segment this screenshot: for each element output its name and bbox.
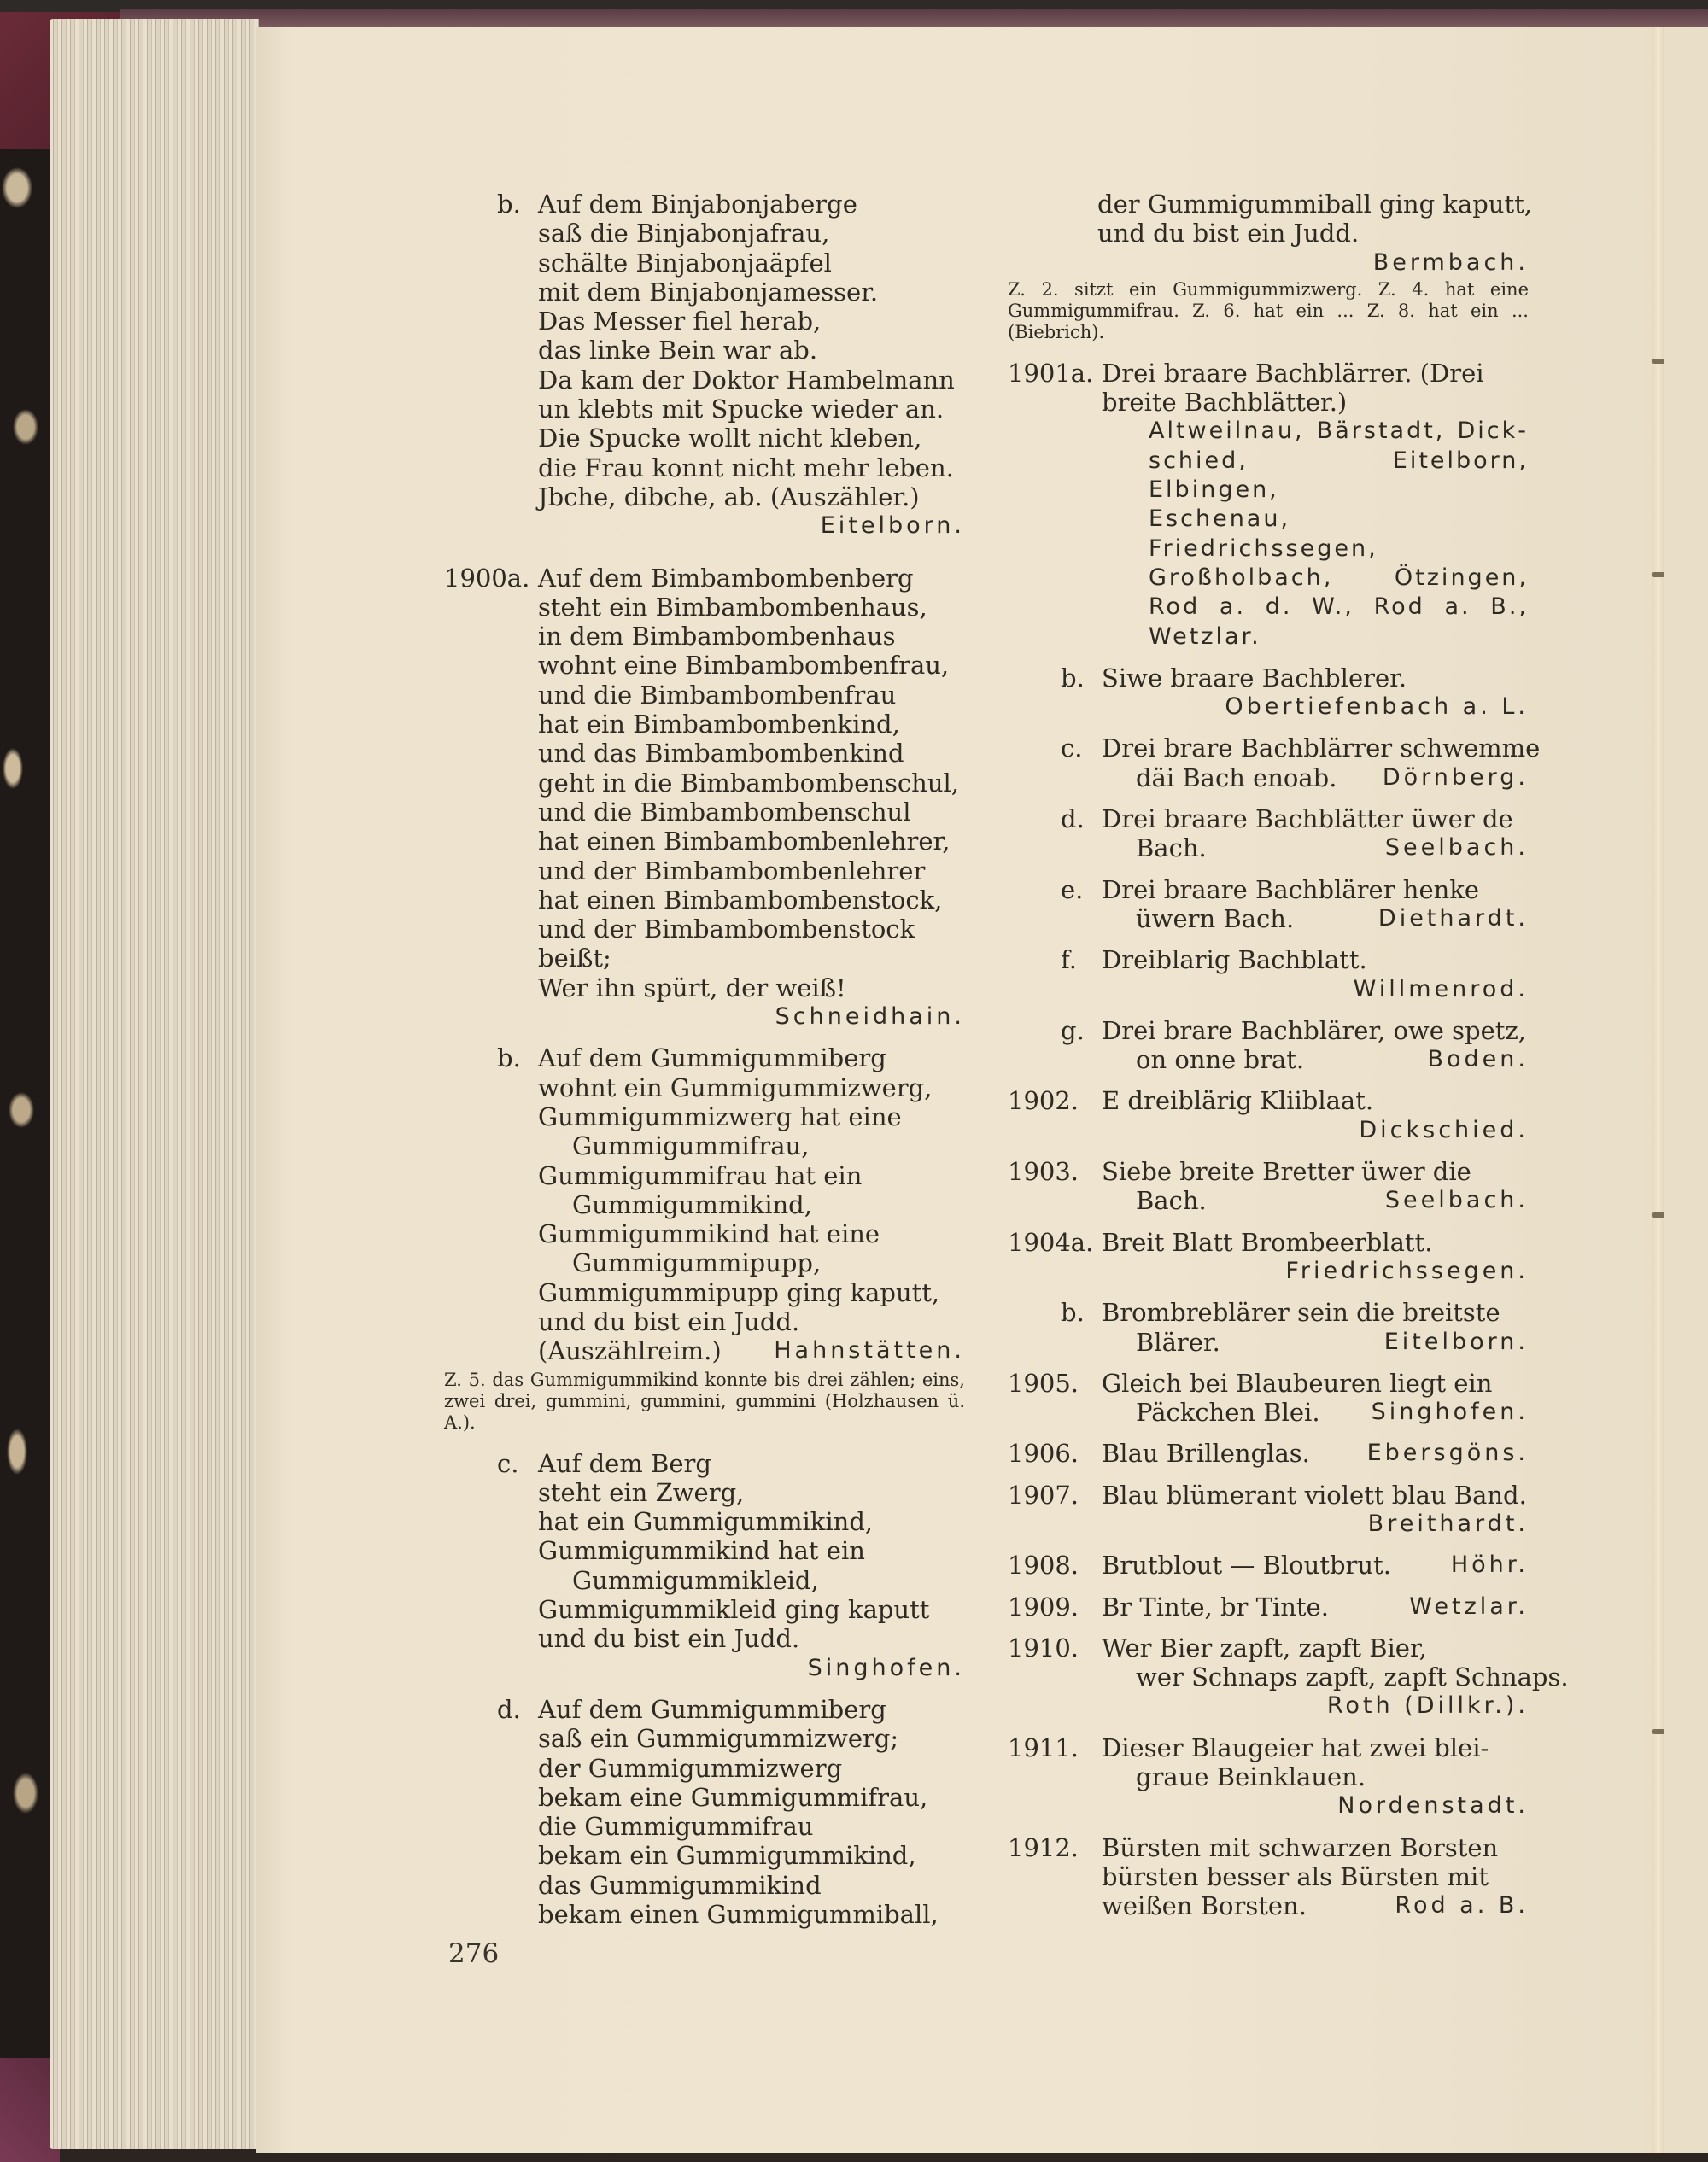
- verse-line: [1008, 1833, 1529, 1862]
- verse-text: Blärer.: [1136, 1327, 1220, 1357]
- entry-item: [1008, 663, 1529, 722]
- verse-text: graue Beinklauen.: [1136, 1762, 1366, 1792]
- place-name: Breithardt.: [1367, 1510, 1529, 1537]
- verse-line: [1008, 1762, 1529, 1791]
- verse-line: Gummigummipupp,: [572, 1248, 822, 1278]
- place-name: schied, Eitelborn, Elbingen,: [1149, 447, 1529, 504]
- place-name: Diethardt.: [1378, 904, 1529, 932]
- verse-line: und die Bimbambombenschul: [538, 797, 911, 827]
- entry-item: [1008, 1633, 1569, 1721]
- verse-text: Blau Brillenglas.: [1102, 1439, 1310, 1469]
- entry-number: 1912.: [1008, 1832, 1079, 1862]
- entry-number: 1906.: [1008, 1439, 1079, 1469]
- verse-line: bekam ein Gummigummikind,: [538, 1841, 916, 1871]
- place-name: Dörnberg.: [1382, 763, 1529, 791]
- entry-number: 1911.: [1008, 1733, 1079, 1762]
- verse-line: Gummigummifrau,: [572, 1131, 810, 1161]
- entry-item: [1008, 1086, 1529, 1145]
- verse-line: Jbche, dibche, ab. (Auszähler.): [538, 482, 920, 511]
- verse-text: Breit Blatt Brombeerblatt.: [1102, 1227, 1433, 1257]
- place-name: Singhofen.: [1371, 1399, 1529, 1426]
- verse-line: Auf dem Binjabonjaberge: [538, 190, 857, 219]
- place-name: Wetzlar.: [1409, 1592, 1529, 1620]
- page-gutter: [1652, 27, 1664, 2153]
- entry-label: b.: [1061, 663, 1085, 692]
- verse-line: geht in die Bimbambombenschul,: [538, 768, 959, 798]
- verse-line: Gummigummikleid ging kaputt: [538, 1595, 930, 1625]
- verse-line: [1008, 1186, 1529, 1215]
- entry-item: [1008, 733, 1541, 792]
- verse-text: bürsten besser als Bürsten mit: [1102, 1861, 1489, 1891]
- verse-line: Auf dem Gummigummiberg: [538, 1043, 886, 1073]
- footnote: Z. 5. das Gummigummikind konnte bis drei zählen; eins, zwei drei, gummini, gummini, gummini (Holzhausen ü. A.).: [444, 1369, 965, 1433]
- place-name: Roth (Dillkr.).: [1326, 1692, 1529, 1720]
- verse-line: Gummigummikind,: [572, 1189, 812, 1219]
- gutter-mark: [1652, 1212, 1664, 1218]
- entry-number: 1904a.: [1008, 1227, 1094, 1257]
- verse-annotation: (Auszählreim.): [538, 1336, 722, 1366]
- entry-item: [1008, 804, 1529, 863]
- verse-line: hat einen Bimbambombenstock,: [538, 885, 943, 914]
- entry-number: 1907.: [1008, 1480, 1079, 1510]
- entry-number: 1903.: [1008, 1157, 1079, 1187]
- entry-label: c.: [497, 1448, 519, 1478]
- verse-line: [1008, 1398, 1529, 1427]
- entry-item: [1008, 945, 1529, 1004]
- entry-item: [1008, 1157, 1529, 1216]
- verse-line: [1008, 1045, 1529, 1074]
- entry-item: [1008, 1369, 1529, 1428]
- verse-line: und du bist ein Judd.: [1097, 219, 1360, 248]
- verse-line: Gummigummipupp ging kaputt,: [538, 1277, 940, 1307]
- verse-line: [1008, 388, 1529, 417]
- verse-text: däi Bach enoab.: [1136, 763, 1337, 792]
- entry-number: 1900a.: [444, 563, 530, 593]
- entry-b: [444, 190, 965, 541]
- verse-text: Siebe breite Bretter üwer die: [1102, 1157, 1471, 1187]
- entry-label: g.: [1061, 1015, 1085, 1045]
- verse-line: saß die Binjabonjafrau,: [538, 219, 830, 248]
- verse-line: Auf dem Gummigummiberg: [538, 1694, 886, 1724]
- place-name: Großholbach, Ötzingen,: [1149, 564, 1529, 591]
- entry-label: b.: [497, 1043, 521, 1073]
- verse-text: weißen Borsten.: [1102, 1891, 1307, 1921]
- verse-line: beißt;: [538, 944, 611, 973]
- entry-item: [1008, 875, 1529, 934]
- verse-line: bekam eine Gummigummifrau,: [538, 1782, 928, 1812]
- verse-text: wer Schnaps zapft, zapft Schnaps.: [1136, 1662, 1569, 1692]
- verse-text: E dreiblärig Kliiblaat.: [1102, 1086, 1374, 1116]
- place-name: Eitelborn.: [820, 512, 965, 540]
- place-name: Dickschied.: [1359, 1116, 1529, 1143]
- verse-line: Auf dem Bimbambombenberg: [538, 563, 914, 593]
- entry-item: [1008, 1833, 1529, 1921]
- verse-line: Die Spucke wollt nicht kleben,: [538, 424, 922, 453]
- verse-line: in dem Bimbambombenhaus: [538, 622, 896, 652]
- verse-line: Gummigummikleid,: [572, 1565, 819, 1595]
- verse-line: und du bist ein Judd.: [538, 1306, 800, 1336]
- verse-text: Bach.: [1136, 833, 1207, 863]
- verse-text: Dreiblarig Bachblatt.: [1102, 945, 1367, 975]
- gutter-mark: [1652, 572, 1664, 577]
- entry-number: 1905.: [1008, 1368, 1079, 1398]
- verse-line: Gummigummikind hat eine: [538, 1219, 880, 1249]
- entry-item: [1008, 1228, 1529, 1287]
- page-stack-edge: [50, 19, 259, 2149]
- verse-text: Drei brare Bachblärrer schwemme: [1102, 733, 1541, 763]
- place-name: Boden.: [1427, 1046, 1529, 1073]
- verse-line: [1008, 1328, 1529, 1357]
- verse-text: Bach.: [1136, 1186, 1207, 1216]
- place-name: Eschenau, Friedrichssegen,: [1149, 505, 1378, 562]
- verse-line: das Gummigummikind: [538, 1870, 822, 1900]
- gutter-mark: [1652, 1729, 1664, 1734]
- gutter-mark: [1652, 359, 1664, 364]
- verse-line: Das Messer fiel herab,: [538, 307, 822, 336]
- verse-line: [1008, 833, 1529, 862]
- verse-text: Drei brare Bachblärer, owe spetz,: [1102, 1015, 1526, 1045]
- entry-item: [1008, 1298, 1529, 1357]
- right-entries: [1008, 358, 1569, 1921]
- verse-text: Päckchen Blei.: [1136, 1398, 1320, 1428]
- entry-item: [1008, 1733, 1529, 1821]
- place-name: Höhr.: [1450, 1551, 1529, 1579]
- verse-line: Gummigummikind hat ein: [538, 1536, 865, 1566]
- verse-line: [1008, 875, 1529, 904]
- place-name: Singhofen.: [807, 1654, 965, 1681]
- entry-item: [1008, 1592, 1529, 1622]
- verse-line: die Frau konnt nicht mehr leben.: [538, 453, 954, 482]
- verse-line: hat ein Gummigummikind,: [538, 1507, 874, 1537]
- entry-continuation: [1008, 190, 1532, 278]
- verse-line: Gummigummifrau hat ein: [538, 1160, 863, 1190]
- entry-label: d.: [497, 1694, 521, 1724]
- entry-label: d.: [1061, 804, 1085, 834]
- entry-number: 1908.: [1008, 1551, 1079, 1581]
- verse-line: schälte Binjabonjaäpfel: [538, 248, 832, 278]
- verse-line: die Gummigummifrau: [538, 1812, 814, 1842]
- verse-text: Dieser Blaugeier hat zwei blei-: [1102, 1733, 1489, 1762]
- verse-line: bekam einen Gummigummiball,: [538, 1900, 939, 1930]
- entry-label: b.: [1061, 1298, 1085, 1328]
- verse-line: [1008, 1016, 1529, 1045]
- verse-line: [1008, 733, 1541, 763]
- verse-line: mit dem Binjabonjamesser.: [538, 277, 879, 307]
- verse-line: und der Bimbambombenstock: [538, 914, 915, 944]
- verse-line: steht ein Zwerg,: [538, 1477, 745, 1507]
- place-name: Hahnstätten.: [774, 1337, 965, 1364]
- verse-text: Drei braare Bachblätter üwer de: [1102, 804, 1513, 834]
- place-name: Ebersgöns.: [1366, 1440, 1529, 1467]
- verse-line: [1008, 1733, 1529, 1762]
- place-name: Obertiefenbach a. L.: [1225, 693, 1529, 721]
- entry-label: b.: [497, 190, 521, 219]
- verse-line: Wer ihn spürt, der weiß!: [538, 973, 846, 1002]
- verse-line: [1008, 1086, 1529, 1115]
- verse-line: [1008, 663, 1529, 692]
- entry-1900d: [444, 1695, 965, 1929]
- verse-line: wohnt eine Bimbambombenfrau,: [538, 651, 950, 681]
- entry-item: [1008, 1439, 1529, 1468]
- verse-text: breite Bachblätter.): [1102, 388, 1348, 418]
- verse-line: [1008, 1481, 1529, 1510]
- verse-line: [1008, 1862, 1529, 1891]
- verse-line: [1008, 1439, 1529, 1468]
- right-column: [1008, 190, 1569, 1933]
- entry-label: f.: [1061, 945, 1077, 975]
- verse-text: Drei braare Bachblärrer. (Drei: [1102, 358, 1484, 388]
- page-number: 276: [448, 1938, 500, 1969]
- verse-text: Brutblout — Bloutbrut.: [1102, 1551, 1391, 1581]
- verse-text: Gleich bei Blaubeuren liegt ein: [1102, 1368, 1493, 1398]
- verse-line: un klebts mit Spucke wieder an.: [538, 394, 945, 424]
- verse-line: der Gummigummizwerg: [538, 1753, 843, 1783]
- place-name: Seelbach.: [1384, 1187, 1529, 1214]
- verse-text: Blau blümerant violett blau Band.: [1102, 1480, 1527, 1510]
- verse-line: und der Bimbambombenlehrer: [538, 856, 926, 885]
- verse-line: hat ein Bimbambombenkind,: [538, 710, 900, 739]
- verse-line: [1008, 945, 1529, 974]
- entry-item: [1008, 1481, 1529, 1540]
- verse-line: steht ein Bimbambombenhaus,: [538, 592, 927, 622]
- verse-text: üwern Bach.: [1136, 903, 1295, 933]
- place-name: Wetzlar.: [1149, 622, 1261, 650]
- verse-line: Auf dem Berg: [538, 1448, 711, 1478]
- verse-text: Br Tinte, br Tinte.: [1102, 1592, 1329, 1622]
- place-name: Eitelborn.: [1383, 1328, 1529, 1355]
- verse-text: Siwe braare Bachblerer.: [1102, 663, 1407, 692]
- verse-line: Da kam der Doktor Hambelmann: [538, 365, 955, 394]
- entry-item: [1008, 1551, 1529, 1580]
- verse-line: [1008, 1662, 1569, 1692]
- verse-line: [1008, 1891, 1529, 1920]
- place-name: Willmenrod.: [1353, 975, 1529, 1002]
- verse-text: Brombreblärer sein die breitste: [1102, 1298, 1500, 1328]
- verse-text: on onne brat.: [1136, 1045, 1305, 1075]
- verse-line: das linke Bein war ab.: [538, 336, 818, 365]
- entry-1900a: [444, 564, 965, 1032]
- entry-1900c: [444, 1449, 965, 1683]
- verse-line: wohnt ein Gummigummizwerg,: [538, 1072, 933, 1102]
- verse-line: und das Bimbambombenkind: [538, 739, 904, 768]
- entry-number: 1901a.: [1008, 358, 1094, 388]
- book-top-edge: [120, 9, 1708, 27]
- verse-text: Drei braare Bachblärer henke: [1102, 874, 1480, 904]
- entry-number: 1909.: [1008, 1592, 1079, 1622]
- entry-item: [1008, 1016, 1529, 1075]
- verse-line: Gummigummizwerg hat eine: [538, 1101, 902, 1131]
- place-name: Schneidhain.: [775, 1003, 965, 1031]
- place-name: Rod a. d. W., Rod a. B.,: [1149, 593, 1529, 621]
- left-column: [444, 190, 965, 1941]
- verse-line: und die Bimbambombenfrau: [538, 680, 897, 710]
- verse-line: [444, 1336, 965, 1365]
- entry-number: 1902.: [1008, 1086, 1079, 1116]
- place-name: Rod a. B.: [1395, 1892, 1529, 1920]
- place-name: Nordenstadt.: [1337, 1792, 1529, 1820]
- verse-line: [1008, 763, 1529, 792]
- entry-label: e.: [1061, 874, 1084, 904]
- verse-line: [1008, 1157, 1529, 1186]
- verse-line: [1008, 1633, 1529, 1662]
- place-list: [1008, 417, 1529, 651]
- place-name: Seelbach.: [1384, 834, 1529, 862]
- entry-item: [1008, 359, 1529, 652]
- verse-line: saß ein Gummigummizwerg;: [538, 1724, 899, 1754]
- verse-line: hat einen Bimbambombenlehrer,: [538, 827, 951, 856]
- book-cover-spine: [0, 0, 51, 2162]
- entry-number: 1910.: [1008, 1633, 1079, 1662]
- verse-text: Bürsten mit schwarzen Borsten: [1102, 1832, 1499, 1862]
- verse-line: [1008, 804, 1529, 833]
- verse-line: [1008, 1592, 1529, 1622]
- verse-line: [1008, 1369, 1529, 1398]
- verse-text: Wer Bier zapft, zapft Bier,: [1102, 1633, 1427, 1662]
- entry-1900b: [444, 1043, 965, 1365]
- place-name: Friedrichssegen.: [1285, 1257, 1529, 1284]
- footnote: Z. 2. sitzt ein Gummigummizwerg. Z. 4. hat eine Gummigummifrau. Z. 6. hat ein ... Z. 8. hat ein ... (Biebrich).: [1008, 278, 1529, 342]
- verse-line: der Gummigummiball ging kaputt,: [1097, 190, 1532, 219]
- verse-line: [1008, 1551, 1529, 1580]
- verse-line: [1008, 904, 1529, 933]
- entry-label: c.: [1061, 733, 1083, 763]
- verse-line: und du bist ein Judd.: [538, 1624, 800, 1654]
- verse-line: [1008, 1298, 1529, 1327]
- place-name: Bermbach.: [1372, 248, 1529, 276]
- place-name: Altweilnau, Bärstadt, Dick-: [1149, 418, 1529, 445]
